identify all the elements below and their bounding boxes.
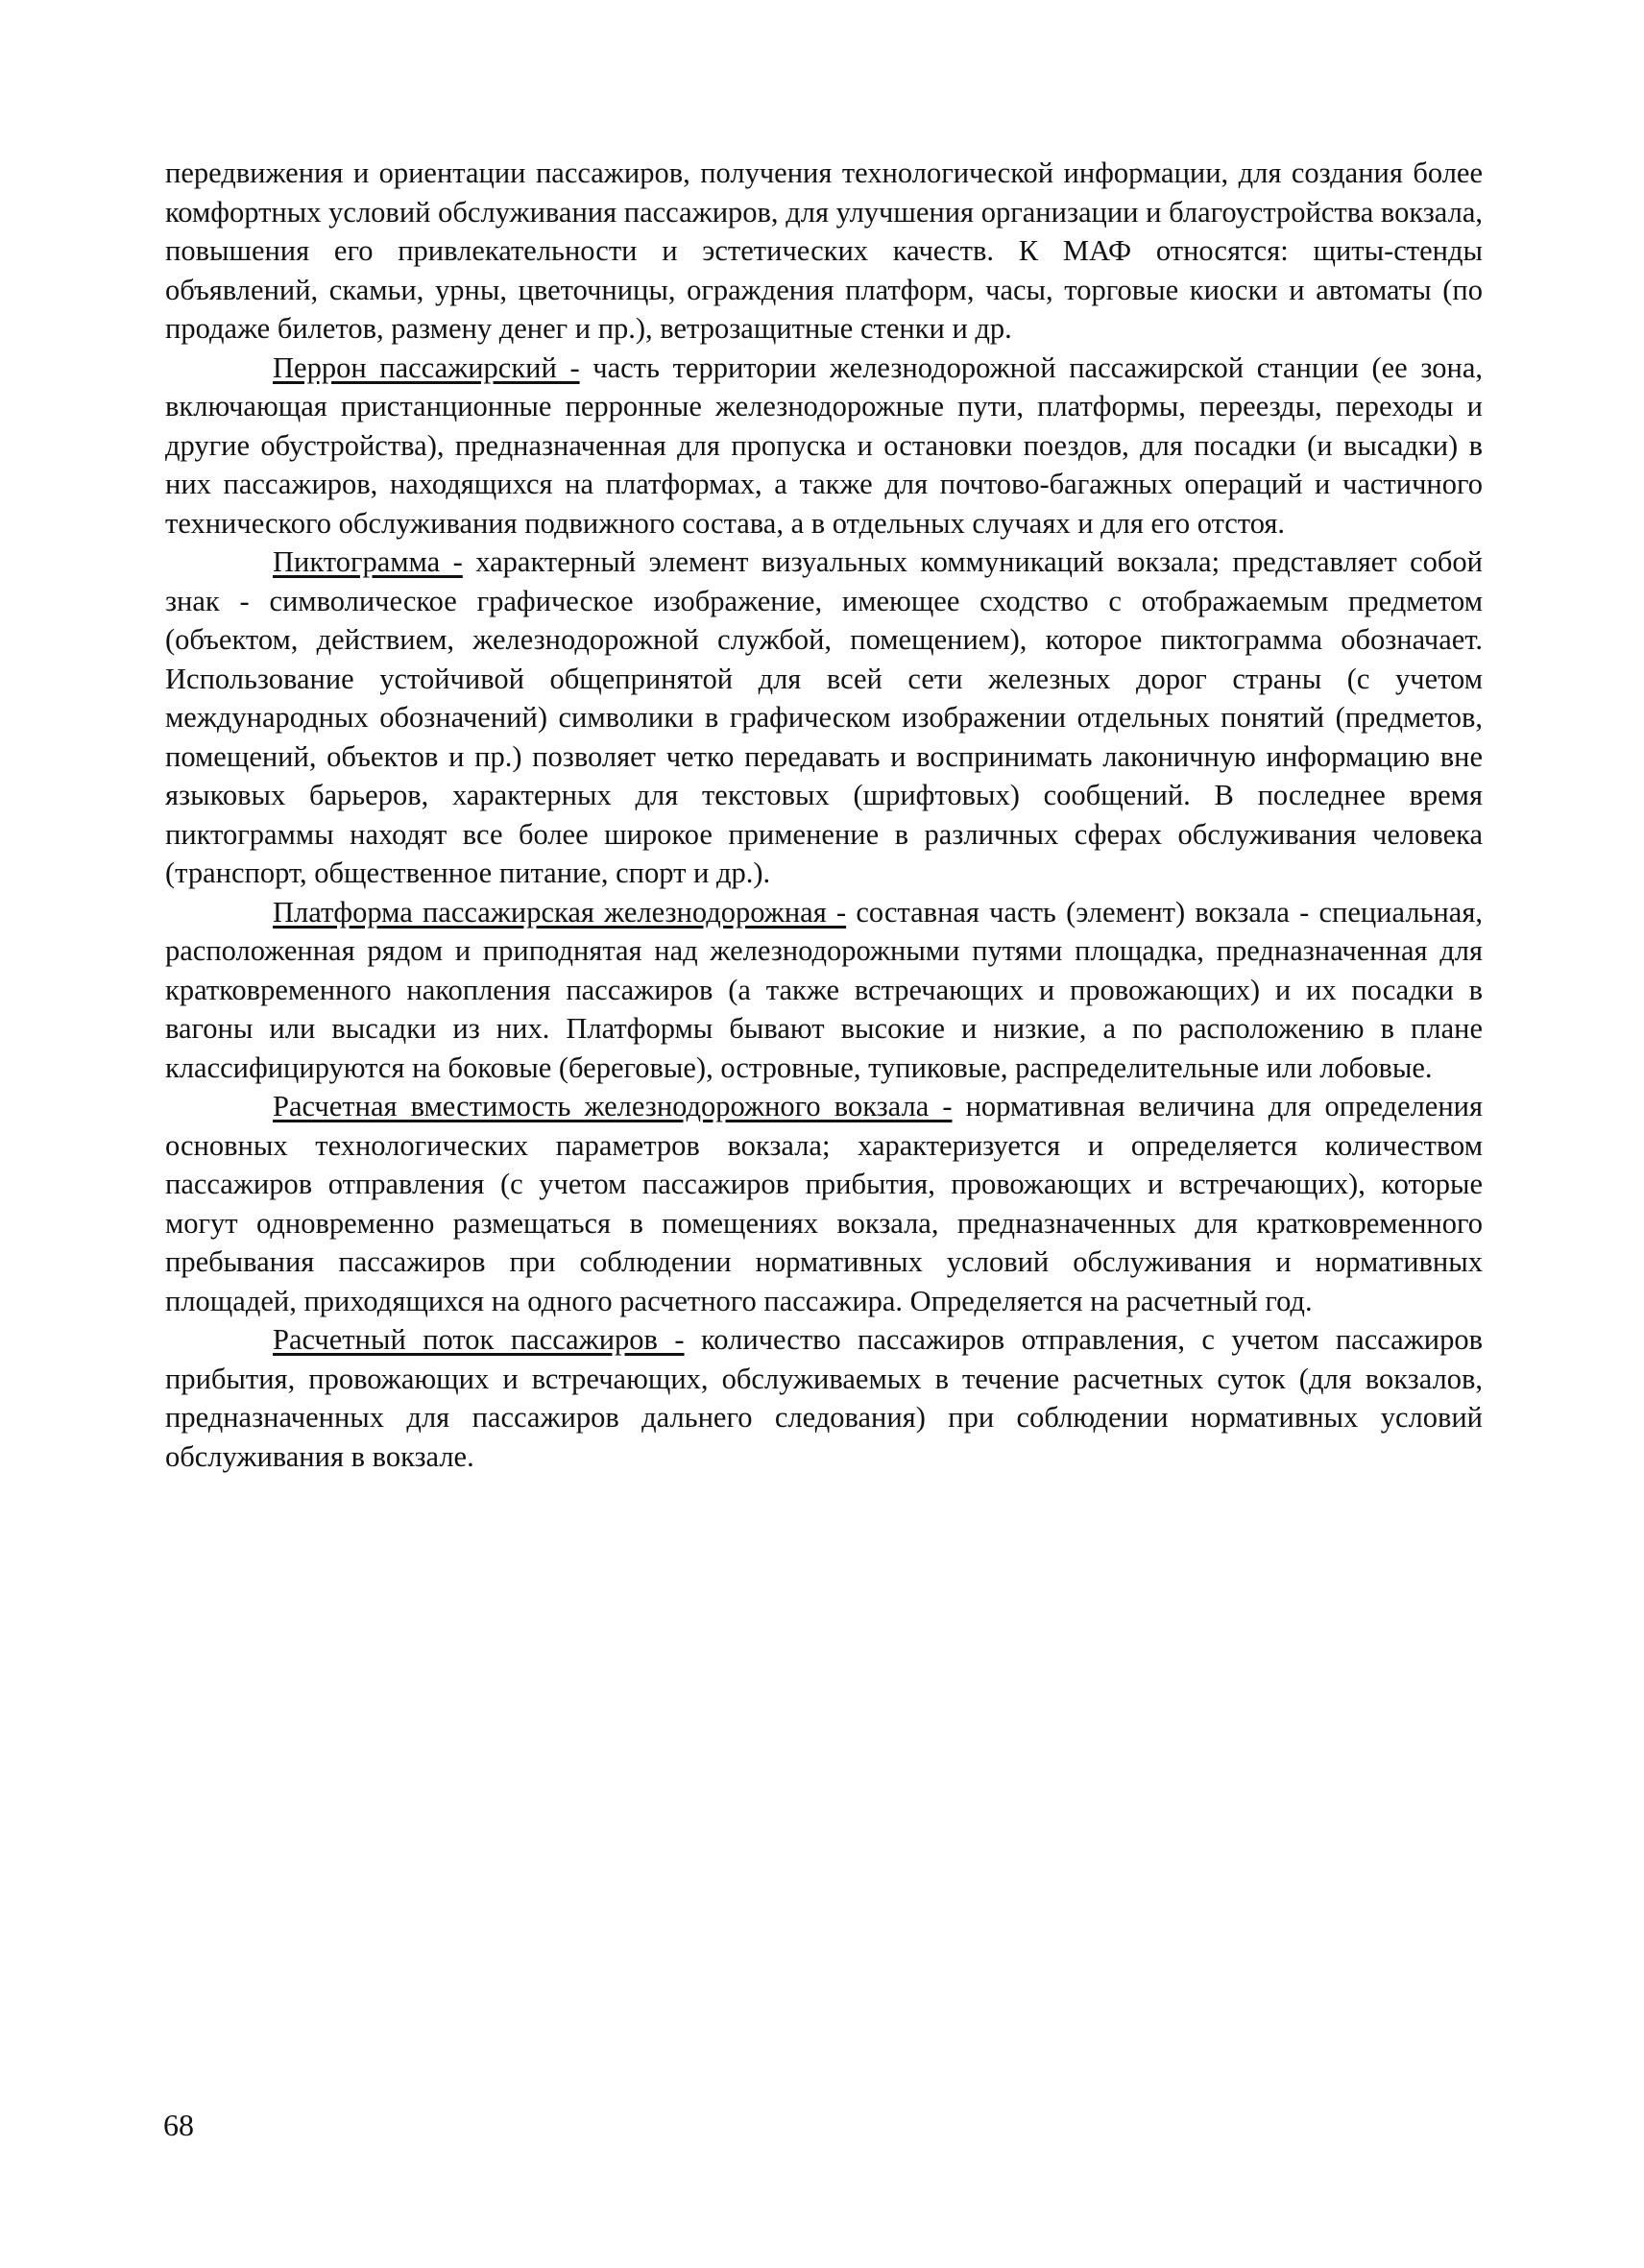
definition-raschetnaya-vmestimost [165, 1087, 1483, 1320]
definition-term: Пиктограмма - [273, 545, 463, 578]
definition-term: Платформа пассажирская железнодорожная - [273, 895, 847, 929]
intro-paragraph: передвижения и ориентации пассажиров, получения технологической информации, для создания более комфортных условий обслуживания пассажиров, для улучшения организации и благоустройства вокзала, повышения его привлекательности и эстетических качеств. К МАФ относятся: щиты-стенды объявлений, скамьи, урны, цветочницы, ограждения платформ, часы, торговые киоски и автоматы (по продаже билетов, размену денег и пр.), ветрозащитные стенки и др. [165, 157, 1483, 345]
definition-term: Расчетная вместимость железнодорожного вокзала - [273, 1090, 953, 1122]
definition-term: Расчетный поток пассажиров - [273, 1323, 685, 1356]
definition-raschetny-potok [165, 1320, 1483, 1476]
page-number: 68 [163, 2108, 194, 2142]
definition-text: часть территории железнодорожной пассажирской станции (ее зона, включающая пристанционные перронные железнодорожные пути, платформы, переезды, переходы и другие обустройства), предназначенная для пропуска и остановки поездов, для посадки (и высадки) в них пассажиров, находящихся на платформах, а также для почтово-багажных операций и частичного технического обслуживания подвижного состава, а в отдельных случаях и для его отстоя. [165, 350, 1483, 540]
definition-platforma [165, 893, 1483, 1088]
definition-text: количество пассажиров отправления, с учетом пассажиров прибытия, провожающих и встречающих, обслуживаемых в течение расчетных суток (для вокзалов, предназначенных для пассажиров дальнего следования) при соблюдении нормативных условий обслуживания в вокзале. [165, 1323, 1483, 1473]
definition-piktogramma [165, 543, 1483, 893]
definition-peron [165, 349, 1483, 543]
definition-text: составная часть (элемент) вокзала - специальная, расположенная рядом и приподнятая над железнодорожными путями площадка, предназначенная для кратковременного накопления пассажиров (а также встречающих и провожающих) и их посадки в вагоны или высадки из них. Платформы бывают высокие и низкие, а по расположению в плане классифицируются на боковые (береговые), островные, тупиковые, распределительные или лобовые. [165, 895, 1483, 1084]
definition-term: Перрон пассажирский - [273, 350, 580, 384]
definition-text: нормативная величина для определения основных технологических параметров вокзала; характеризуется и определяется количеством пассажиров отправления (с учетом пассажиров прибытия, провожающих и встречающих), которые могут одновременно размещаться в помещениях вокзала, предназначенных для кратковременного пребывания пассажиров при соблюдении нормативных условий обслуживания и нормативных площадей, приходящихся на одного расчетного пассажира. Определяется на расчетный год. [165, 1090, 1483, 1317]
definition-text: характерный элемент визуальных коммуникаций вокзала; представляет собой знак - символическое графическое изображение, имеющее сходство с отображаемым предметом (объектом, действием, железнодорожной службой, помещением), которое пиктограмма обозначает. Использование устойчивой общепринятой для всей сети железных дорог страны (с учетом международных обозначений) символики в графическом изображении отдельных понятий (предметов, помещений, объектов и пр.) позволяет четко передавать и воспринимать лаконичную информацию вне языковых барьеров, характерных для текстовых (шрифтовых) сообщений. В последнее время пиктограммы находят все более широкое применение в различных сферах обслуживания человека (транспорт, общественное питание, спорт и др.). [165, 545, 1484, 889]
document-page-body [165, 154, 1483, 1476]
